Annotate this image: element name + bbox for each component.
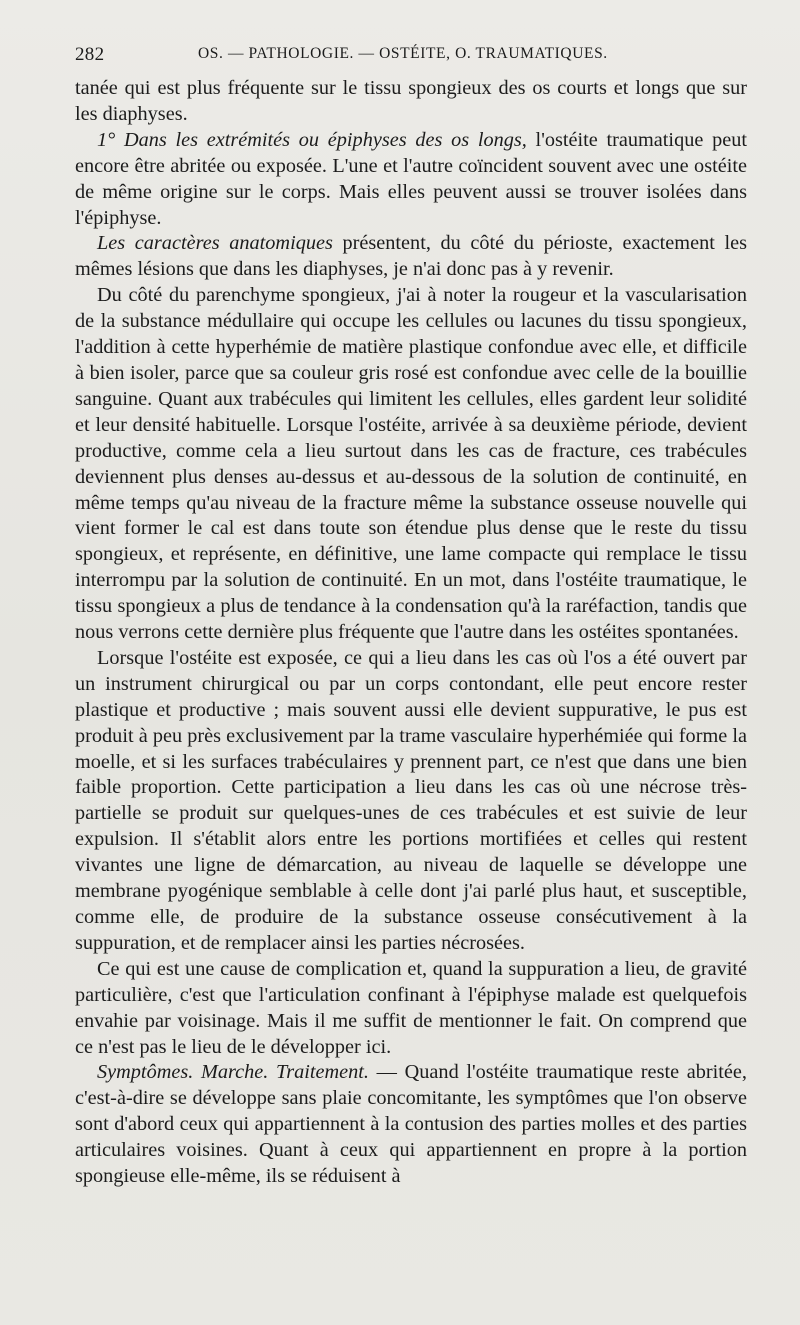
paragraph-text: Lorsque l'ostéite est exposée, ce qui a lieu dans les cas où l'os a été ouvert par un instrument chirurgical ou par un corps contondant, elle peut encore rester plastique et productive ; mais souvent aussi elle devient suppurative, le pus est produit à peu près exclusivement par la trame vasculaire hyperhémiée qui forme la moelle, et si les surfaces trabéculaires y prennent part, ce n'est que dans une bien faible proportion. Cette participation a lieu dans les cas où une nécrose très-partielle se produit sur quelques-unes de ces trabécules et est suivie de leur expulsion. Il s'établit alors entre les portions mortifiées et celles qui restent vivantes une ligne de démarcation, au niveau de laquelle se développe une membrane pyogénique semblable à celle dont j'ai parlé plus haut, et susceptible, comme elle, de produire de la substance osseuse consécutivement à la suppuration, et de remplacer ainsi les parties nécrosées.: [75, 646, 747, 954]
paragraph-text: tanée qui est plus fréquente sur le tissu spongieux des os courts et longs que sur les diaphyses.: [75, 77, 747, 125]
paragraph: [75, 1060, 747, 1190]
page-number: 282: [75, 44, 105, 65]
section-lead: Symptômes. Marche. Traitement.: [97, 1061, 370, 1084]
section-lead: 1° Dans les extrémités ou épiphyses des os longs,: [97, 128, 527, 151]
paragraph: [75, 957, 747, 1061]
page-header: [75, 44, 745, 70]
paragraph: [75, 128, 747, 232]
paragraph: [75, 283, 747, 646]
paragraph: [75, 646, 747, 957]
paragraph-text: — Quand l'ostéite traumatique reste abritée, c'est-à-dire se développe sans plaie concomitante, les symptômes que l'on observe sont d'abord ceux qui appartiennent à la contusion des parties molles et des parties articulaires voisines. Quant à ceux qui appartiennent en propre à la portion spongieuse elle-même, ils se réduisent à: [75, 1061, 748, 1188]
paragraph-text: Du côté du parenchyme spongieux, j'ai à noter la rougeur et la vascularisation de la substance médullaire qui occupe les cellules ou lacunes du tissu spongieux, l'addition à cette hyperhémie de matière plastique confondue avec elle, et difficile à bien isoler, parce que sa couleur gris rosé est confondue avec celle de la bouillie sanguine. Quant aux trabécules qui limitent les cellules, elles gardent leur solidité et leur densité habituelle. Lorsque l'ostéite, arrivée à sa deuxième période, devient productive, comme cela a lieu surtout dans les cas de fracture, ces trabécules deviennent plus denses au-dessus et au-dessous de la solution de continuité, en même temps qu'au niveau de la fracture même la substance osseuse nouvelle qui vient former le cal est dans toute son étendue plus dense que le reste du tissu spongieux, et représente, en définitive, une lame compacte qui remplace le tissu interrompu par la solution de continuité. En un mot, dans l'ostéite traumatique, le tissu spongieux a plus de tendance à la condensation qu'à la raréfaction, tandis que nous verrons cette dernière plus fréquente que l'autre dans les ostéites spontanées.: [75, 284, 747, 644]
body-text: [75, 76, 747, 1190]
paragraph: [75, 231, 747, 283]
section-lead: Les caractères anatomiques: [97, 232, 333, 255]
paragraph-text: présentent, du côté du périoste, exactement les mêmes lésions que dans les diaphyses, je n'ai donc pas à y revenir.: [75, 232, 747, 281]
running-title: OS. — PATHOLOGIE. — OSTÉITE, O. TRAUMATIQUES.: [198, 45, 608, 62]
paragraph: [75, 76, 747, 128]
paragraph-text: Ce qui est une cause de complication et, quand la suppuration a lieu, de gravité particulière, c'est que l'articulation confinant à l'épiphyse malade est quelquefois envahie par voisinage. Mais il me suffit de mentionner le fait. On comprend que ce n'est pas le lieu de le développer ici.: [75, 957, 747, 1058]
paragraph-text: l'ostéite traumatique peut encore être abritée ou exposée. L'une et l'autre coïncident souvent avec une ostéite de même origine sur le corps. Mais elles peuvent aussi se trouver isolées dans l'épiphyse.: [75, 128, 747, 229]
